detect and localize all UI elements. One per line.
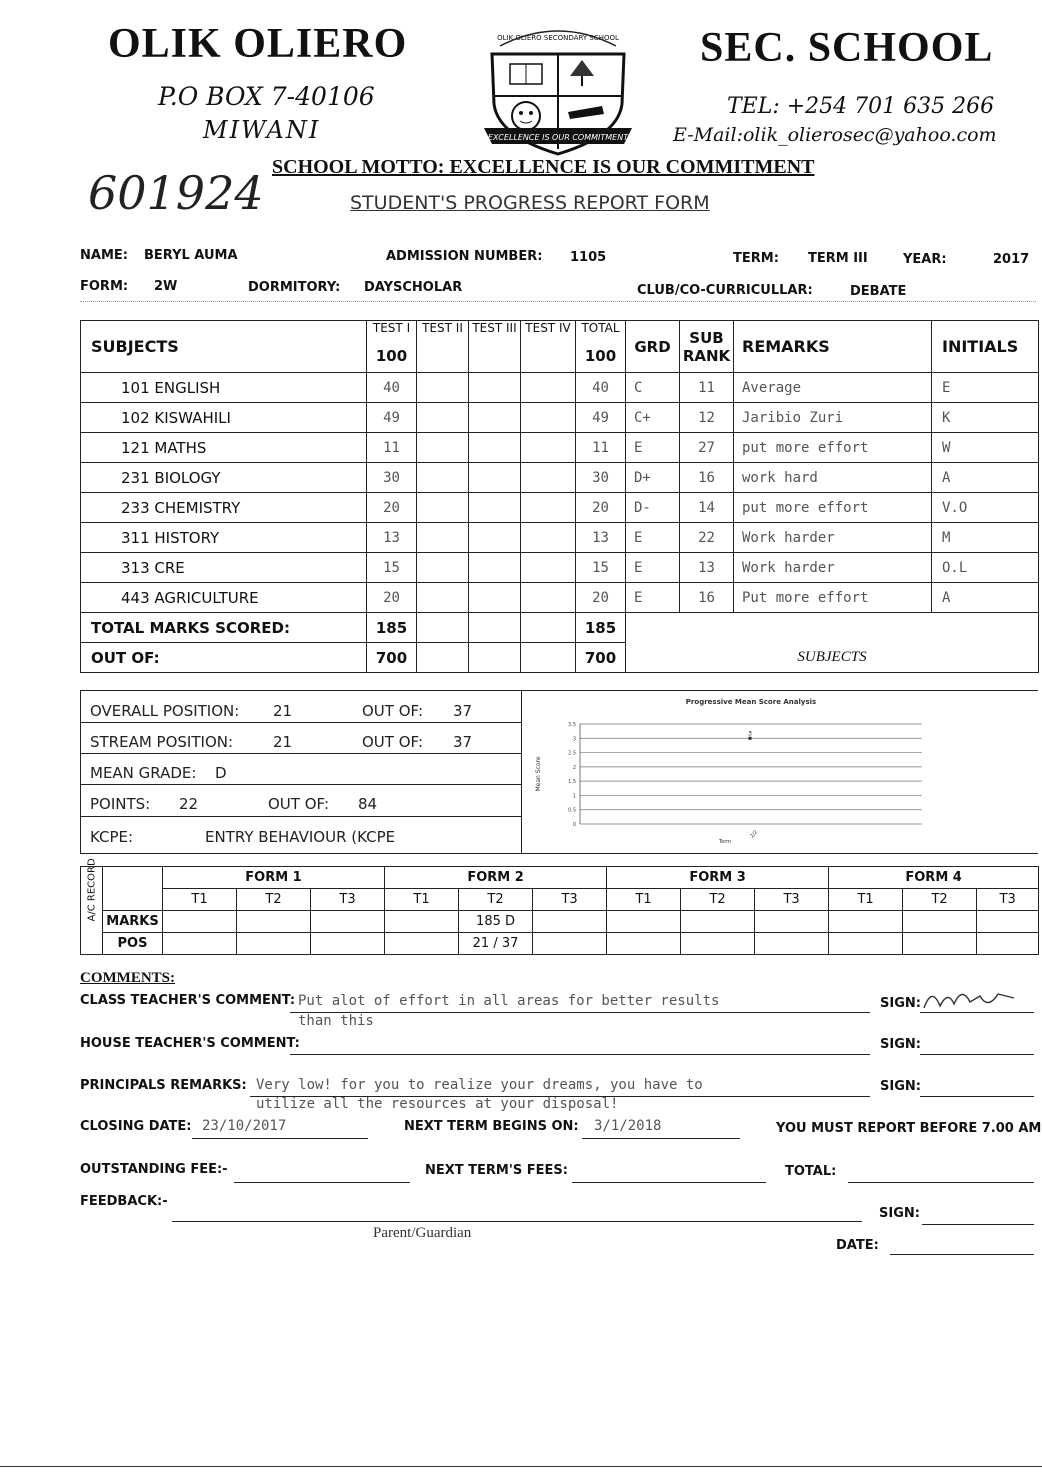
mean-grade: D	[215, 764, 227, 782]
out-of-label: OUT OF:	[81, 643, 367, 673]
test1-header: TEST I 100	[367, 321, 417, 373]
grade-header: GRD	[626, 321, 680, 373]
class-teacher-comment: Put alot of effort in all areas for better results	[298, 993, 720, 1009]
history-pos-cell	[755, 933, 829, 955]
sub-rank: 22	[680, 523, 734, 553]
total-marks-label: TOTAL MARKS SCORED:	[81, 613, 367, 643]
po-box: P.O BOX 7-40106	[158, 82, 375, 111]
class-teacher-label: CLASS TEACHER'S COMMENT:	[80, 993, 296, 1008]
test4-score	[521, 583, 576, 613]
term-header: T3	[533, 889, 607, 911]
y-tick-label: 0.5	[568, 807, 576, 814]
teacher-initials: V.O	[932, 493, 1039, 523]
test3-score	[469, 523, 521, 553]
overall-outof: 37	[453, 702, 473, 720]
summary-box	[80, 690, 522, 854]
test2-score	[417, 433, 469, 463]
grade: D-	[626, 493, 680, 523]
history-marks-cell	[237, 911, 311, 933]
grade: C	[626, 373, 680, 403]
term-header: T2	[903, 889, 977, 911]
marks-row	[81, 463, 1039, 493]
marks-row	[81, 433, 1039, 463]
total-score: 15	[576, 553, 626, 583]
class-sign-label: SIGN:	[880, 996, 921, 1011]
test3-score	[469, 373, 521, 403]
test4-score	[521, 553, 576, 583]
svg-text:EXCELLENCE IS OUR COMMITMENT: EXCELLENCE IS OUR COMMITMENT	[487, 133, 629, 142]
overall-outof-label: OUT OF:	[362, 702, 424, 720]
club-label: CLUB/CO-CURRICULLAR:	[637, 283, 813, 298]
sub-rank: 11	[680, 373, 734, 403]
principal-label: PRINCIPALS REMARKS:	[80, 1078, 247, 1093]
parent-guardian-label: Parent/Guardian	[373, 1225, 472, 1241]
total-marks-row	[81, 613, 1039, 643]
admission-number: 1105	[570, 250, 607, 265]
form-value: 2W	[154, 279, 178, 294]
teacher-initials: A	[932, 463, 1039, 493]
term-row	[81, 889, 1039, 911]
kcpe-value: ENTRY BEHAVIOUR (KCPE	[205, 828, 396, 846]
y-tick-label: 1.5	[568, 779, 576, 786]
school-name-right: SEC. SCHOOL	[700, 25, 994, 71]
remark: put more effort	[734, 433, 932, 463]
history-pos-cell	[977, 933, 1039, 955]
next-term-date: 3/1/2018	[594, 1118, 662, 1134]
term-value: TERM III	[808, 251, 868, 266]
test2-score	[417, 493, 469, 523]
history-pos-cell	[237, 933, 311, 955]
principal-sign-label: SIGN:	[880, 1079, 921, 1094]
test4-score	[521, 523, 576, 553]
sub-rank: 27	[680, 433, 734, 463]
data-label: 3	[748, 730, 752, 738]
test1-score: 20	[367, 583, 417, 613]
test3-score	[469, 403, 521, 433]
history-marks-cell	[607, 911, 681, 933]
test1-score: 20	[367, 493, 417, 523]
town: MIWANI	[203, 116, 321, 144]
handwritten-number: 601924	[88, 166, 264, 220]
test1-score: 11	[367, 433, 417, 463]
house-teacher-label: HOUSE TEACHER'S COMMENT:	[80, 1036, 300, 1051]
date-label: DATE:	[836, 1238, 879, 1253]
grade: E	[626, 433, 680, 463]
subject-name: 311 HISTORY	[81, 523, 367, 553]
stream-outof-label: OUT OF:	[362, 733, 424, 751]
term-header: T1	[163, 889, 237, 911]
test3-score	[469, 433, 521, 463]
subject-name: 313 CRE	[81, 553, 367, 583]
y-tick-label: 3.5	[568, 722, 576, 728]
class-teacher-comment-line2: than this	[298, 1013, 374, 1029]
principal-remark: Very low! for you to realize your dreams, you have to	[256, 1077, 703, 1093]
history-pos-cell	[829, 933, 903, 955]
term-header: T1	[385, 889, 459, 911]
principal-remark-line2: utilize all the resources at your disposal!	[256, 1096, 619, 1112]
points-value: 22	[179, 795, 199, 813]
marks-label: MARKS	[103, 911, 163, 933]
y-tick-label: 2.5	[568, 750, 576, 757]
mean-grade-label: MEAN GRADE:	[90, 764, 197, 782]
remark: Jaribio Zuri	[734, 403, 932, 433]
teacher-initials: A	[932, 583, 1039, 613]
telephone: TEL: +254 701 635 266	[727, 94, 995, 119]
history-marks-cell	[311, 911, 385, 933]
subject-name: 102 KISWAHILI	[81, 403, 367, 433]
total-score: 13	[576, 523, 626, 553]
kcpe-label: KCPE:	[90, 828, 134, 846]
teacher-initials: W	[932, 433, 1039, 463]
stream-outof: 37	[453, 733, 473, 751]
overall-position: 21	[273, 702, 293, 720]
form3-header: FORM 3	[607, 867, 829, 889]
term-header: T1	[829, 889, 903, 911]
house-sign-label: SIGN:	[880, 1037, 921, 1052]
sub-rank: 14	[680, 493, 734, 523]
x-tick-label: 2/2	[749, 829, 760, 840]
sub-rank: 16	[680, 583, 734, 613]
total-score: 30	[576, 463, 626, 493]
test2-score	[417, 553, 469, 583]
out-of-row	[81, 643, 1039, 673]
marks-row	[81, 583, 1039, 613]
school-crest-logo	[470, 24, 646, 164]
report-note: YOU MUST REPORT BEFORE 7.00 AM	[776, 1121, 1042, 1136]
marks-row	[81, 523, 1039, 553]
teacher-initials: K	[932, 403, 1039, 433]
next-term-label: NEXT TERM BEGINS ON:	[404, 1119, 579, 1134]
test3-header: TEST III	[469, 321, 521, 373]
history-marks-cell	[681, 911, 755, 933]
test4-score	[521, 493, 576, 523]
year-label: YEAR:	[903, 252, 947, 267]
pos-label: POS	[103, 933, 163, 955]
marks-table	[80, 320, 1039, 673]
term-header: T1	[607, 889, 681, 911]
svg-text:OLIK OLIERO SECONDARY SCHOOL: OLIK OLIERO SECONDARY SCHOOL	[497, 34, 619, 42]
year-value: 2017	[993, 252, 1030, 267]
dormitory-value: DAYSCHOLAR	[364, 280, 463, 295]
history-pos-row	[81, 933, 1039, 955]
y-tick-label: 2	[572, 764, 576, 771]
total-score: 40	[576, 373, 626, 403]
test4-score	[521, 433, 576, 463]
chart-title: Progressive Mean Score Analysis	[685, 698, 817, 706]
grade: E	[626, 583, 680, 613]
test1-score: 30	[367, 463, 417, 493]
outof-test1: 700	[367, 643, 417, 673]
term-header: T3	[311, 889, 385, 911]
test1-score: 15	[367, 553, 417, 583]
form-title: STUDENT'S PROGRESS REPORT FORM	[350, 192, 710, 214]
points-label: POINTS:	[90, 795, 151, 813]
history-pos-cell	[607, 933, 681, 955]
test4-header: TEST IV	[521, 321, 576, 373]
sub-rank: 12	[680, 403, 734, 433]
marks-row	[81, 493, 1039, 523]
student-name: BERYL AUMA	[144, 248, 238, 263]
signature-mark	[918, 980, 1018, 1020]
test4-score	[521, 463, 576, 493]
term-header: T2	[681, 889, 755, 911]
y-tick-label: 3	[572, 736, 576, 743]
school-motto: SCHOOL MOTTO: EXCELLENCE IS OUR COMMITMENT	[272, 156, 815, 178]
outof-total: 700	[576, 643, 626, 673]
subject-name: 443 AGRICULTURE	[81, 583, 367, 613]
total-score: 11	[576, 433, 626, 463]
next-fee-label: NEXT TERM'S FEES:	[425, 1163, 568, 1178]
sub-rank: 16	[680, 463, 734, 493]
history-marks-row	[81, 911, 1039, 933]
y-axis-label: Mean Score	[535, 756, 542, 792]
total-header: TOTAL 100	[576, 321, 626, 373]
history-marks-cell	[533, 911, 607, 933]
parent-sign-label: SIGN:	[879, 1206, 920, 1221]
x-axis-label: Term	[718, 839, 732, 845]
test2-score	[417, 523, 469, 553]
grade: D+	[626, 463, 680, 493]
sub-rank: 13	[680, 553, 734, 583]
ac-record-label: A/C RECORD	[81, 867, 103, 955]
total-score: 49	[576, 403, 626, 433]
marks-row	[81, 373, 1039, 403]
test4-score	[521, 403, 576, 433]
history-marks-cell	[755, 911, 829, 933]
remark: work hard	[734, 463, 932, 493]
subject-name: 101 ENGLISH	[81, 373, 367, 403]
dormitory-label: DORMITORY:	[248, 280, 341, 295]
stream-position: 21	[273, 733, 293, 751]
test4-score	[521, 373, 576, 403]
remarks-header: REMARKS	[734, 321, 932, 373]
marks-header-row	[81, 321, 1039, 373]
comments-heading: COMMENTS:	[80, 970, 175, 986]
initials-header: INITIALS	[932, 321, 1039, 373]
remark: put more effort	[734, 493, 932, 523]
teacher-initials: O.L	[932, 553, 1039, 583]
test1-score: 13	[367, 523, 417, 553]
marks-row	[81, 553, 1039, 583]
total-total: 185	[576, 613, 626, 643]
history-pos-cell	[903, 933, 977, 955]
subject-name: 233 CHEMISTRY	[81, 493, 367, 523]
points-outof: 84	[358, 795, 378, 813]
history-pos-cell	[163, 933, 237, 955]
history-marks-cell	[163, 911, 237, 933]
history-marks-cell: 185 D	[459, 911, 533, 933]
history-pos-cell	[681, 933, 755, 955]
subjects-footer: SUBJECTS	[626, 643, 1039, 673]
remark: Work harder	[734, 553, 932, 583]
subject-name: 121 MATHS	[81, 433, 367, 463]
form-label: FORM:	[80, 279, 129, 294]
sub-rank-header: SUB RANK	[680, 321, 734, 373]
closing-date-label: CLOSING DATE:	[80, 1119, 192, 1134]
term-header: T2	[459, 889, 533, 911]
history-pos-cell	[385, 933, 459, 955]
total-test1: 185	[367, 613, 417, 643]
total-score: 20	[576, 493, 626, 523]
remark: Average	[734, 373, 932, 403]
term-header: T3	[977, 889, 1039, 911]
teacher-initials: M	[932, 523, 1039, 553]
overall-position-label: OVERALL POSITION:	[90, 702, 240, 720]
closing-date: 23/10/2017	[202, 1118, 287, 1134]
admission-label: ADMISSION NUMBER:	[386, 249, 543, 264]
outstanding-fee-label: OUTSTANDING FEE:-	[80, 1162, 228, 1177]
form1-header: FORM 1	[163, 867, 385, 889]
term-header: T3	[755, 889, 829, 911]
test2-score	[417, 583, 469, 613]
teacher-initials: E	[932, 373, 1039, 403]
feedback-label: FEEDBACK:-	[80, 1194, 168, 1209]
test3-score	[469, 493, 521, 523]
remark: Work harder	[734, 523, 932, 553]
grade: C+	[626, 403, 680, 433]
form4-header: FORM 4	[829, 867, 1039, 889]
term-header: T2	[237, 889, 311, 911]
subject-name: 231 BIOLOGY	[81, 463, 367, 493]
name-label: NAME:	[80, 248, 128, 263]
test1-score: 49	[367, 403, 417, 433]
history-marks-cell	[977, 911, 1039, 933]
test3-score	[469, 553, 521, 583]
term-label: TERM:	[733, 251, 779, 266]
history-pos-cell: 21 / 37	[459, 933, 533, 955]
test2-score	[417, 373, 469, 403]
test2-score	[417, 463, 469, 493]
y-tick-label: 0	[572, 822, 576, 828]
total-fee-label: TOTAL:	[785, 1164, 837, 1179]
subjects-header: SUBJECTS	[81, 321, 367, 373]
y-tick-label: 1	[572, 793, 576, 800]
test3-score	[469, 463, 521, 493]
history-marks-cell	[385, 911, 459, 933]
test2-header: TEST II	[417, 321, 469, 373]
email: E-Mail:olik_olierosec@yahoo.com	[673, 124, 997, 146]
points-outof-label: OUT OF:	[268, 795, 330, 813]
test3-score	[469, 583, 521, 613]
history-marks-cell	[829, 911, 903, 933]
history-pos-cell	[311, 933, 385, 955]
school-name-left: OLIK OLIERO	[108, 21, 408, 67]
stream-position-label: STREAM POSITION:	[90, 733, 234, 751]
marks-row	[81, 403, 1039, 433]
grade: E	[626, 553, 680, 583]
history-marks-cell	[903, 911, 977, 933]
test1-score: 40	[367, 373, 417, 403]
total-score: 20	[576, 583, 626, 613]
history-pos-cell	[533, 933, 607, 955]
form2-header: FORM 2	[385, 867, 607, 889]
academic-record-table	[80, 858, 1039, 955]
mean-score-chart	[520, 690, 1038, 852]
remark: Put more effort	[734, 583, 932, 613]
grade: E	[626, 523, 680, 553]
test2-score	[417, 403, 469, 433]
club-value: DEBATE	[850, 284, 907, 299]
